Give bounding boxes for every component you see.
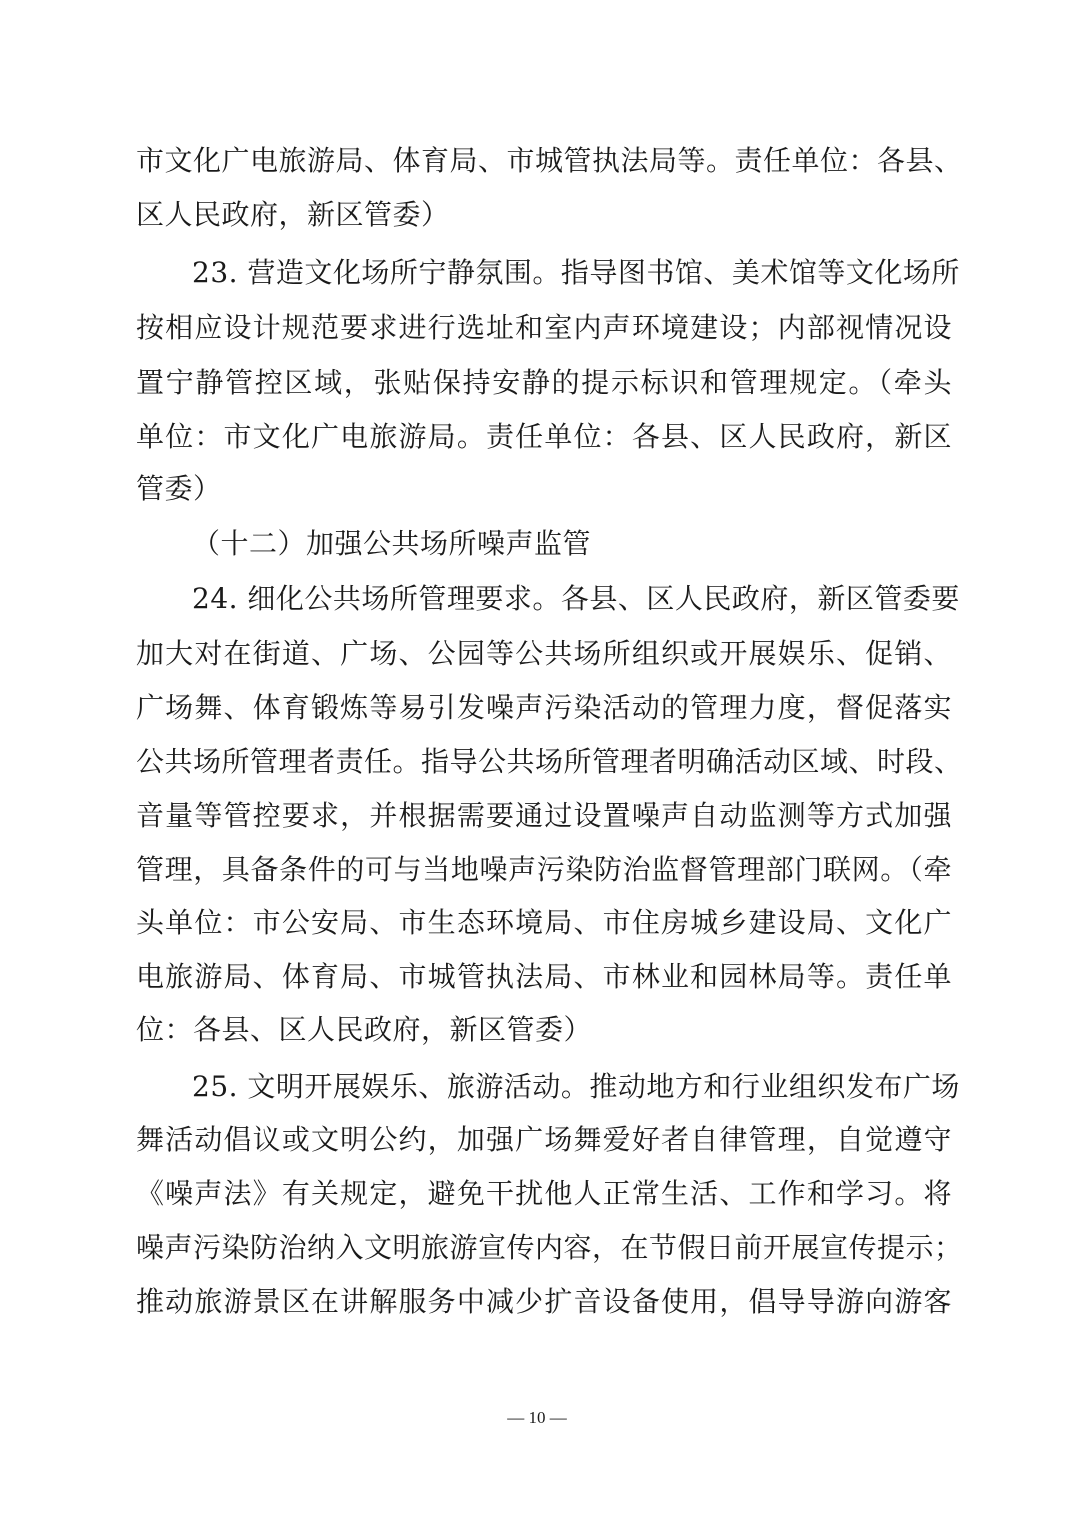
text-line: 位：各县、区人民政府，新区管委） [136,1013,593,1046]
text-line: 舞活动倡议或文明公约，加强广场舞爱好者自律管理，自觉遵守 [136,1123,952,1156]
text-line: 区人民政府，新区管委） [136,198,450,231]
text-line: 单位：市文化广电旅游局。责任单位：各县、区人民政府，新区 [136,420,952,453]
text-line: 管理，具备条件的可与当地噪声污染防治监督管理部门联网。（牵 [136,853,952,886]
text-line: 电旅游局、体育局、市城管执法局、市林业和园林局等。责任单 [136,960,952,993]
text-line: 头单位：市公安局、市生态环境局、市住房城乡建设局、文化广 [136,906,952,939]
page-number: — 10 — [507,1408,567,1427]
text-line: 噪声污染防治纳入文明旅游宣传内容，在节假日前开展宣传提示； [136,1231,963,1264]
item-23-title: 23. 营造文化场所宁静氛围。指导图书馆、美术馆等文化场所 [192,256,960,289]
text-line: 推动旅游景区在讲解服务中减少扩音设备使用，倡导导游向游客 [136,1285,952,1318]
item-24-title: 24. 细化公共场所管理要求。各县、区人民政府，新区管委要 [192,582,960,615]
text-line: 按相应设计规范要求进行选址和室内声环境建设；内部视情况设 [136,311,952,344]
section-heading: （十二）加强公共场所噪声监管 [192,527,592,560]
text-line: 《噪声法》有关规定，避免干扰他人正常生活、工作和学习。将 [136,1177,952,1210]
text-line: 公共场所管理者责任。指导公共场所管理者明确活动区域、时段、 [136,745,963,778]
text-line: 广场舞、体育锻炼等易引发噪声污染活动的管理力度，督促落实 [136,691,952,724]
text-line: 置宁静管控区域，张贴保持安静的提示标识和管理规定。（牵头 [136,366,952,399]
item-25-title: 25. 文明开展娱乐、旅游活动。推动地方和行业组织发布广场 [192,1070,960,1103]
text-line: 音量等管控要求，并根据需要通过设置噪声自动监测等方式加强 [136,799,952,832]
text-line: 市文化广电旅游局、体育局、市城管执法局等。责任单位：各县、 [136,144,963,177]
text-line: 管委） [136,472,222,505]
text-line: 加大对在街道、广场、公园等公共场所组织或开展娱乐、促销、 [136,637,952,670]
